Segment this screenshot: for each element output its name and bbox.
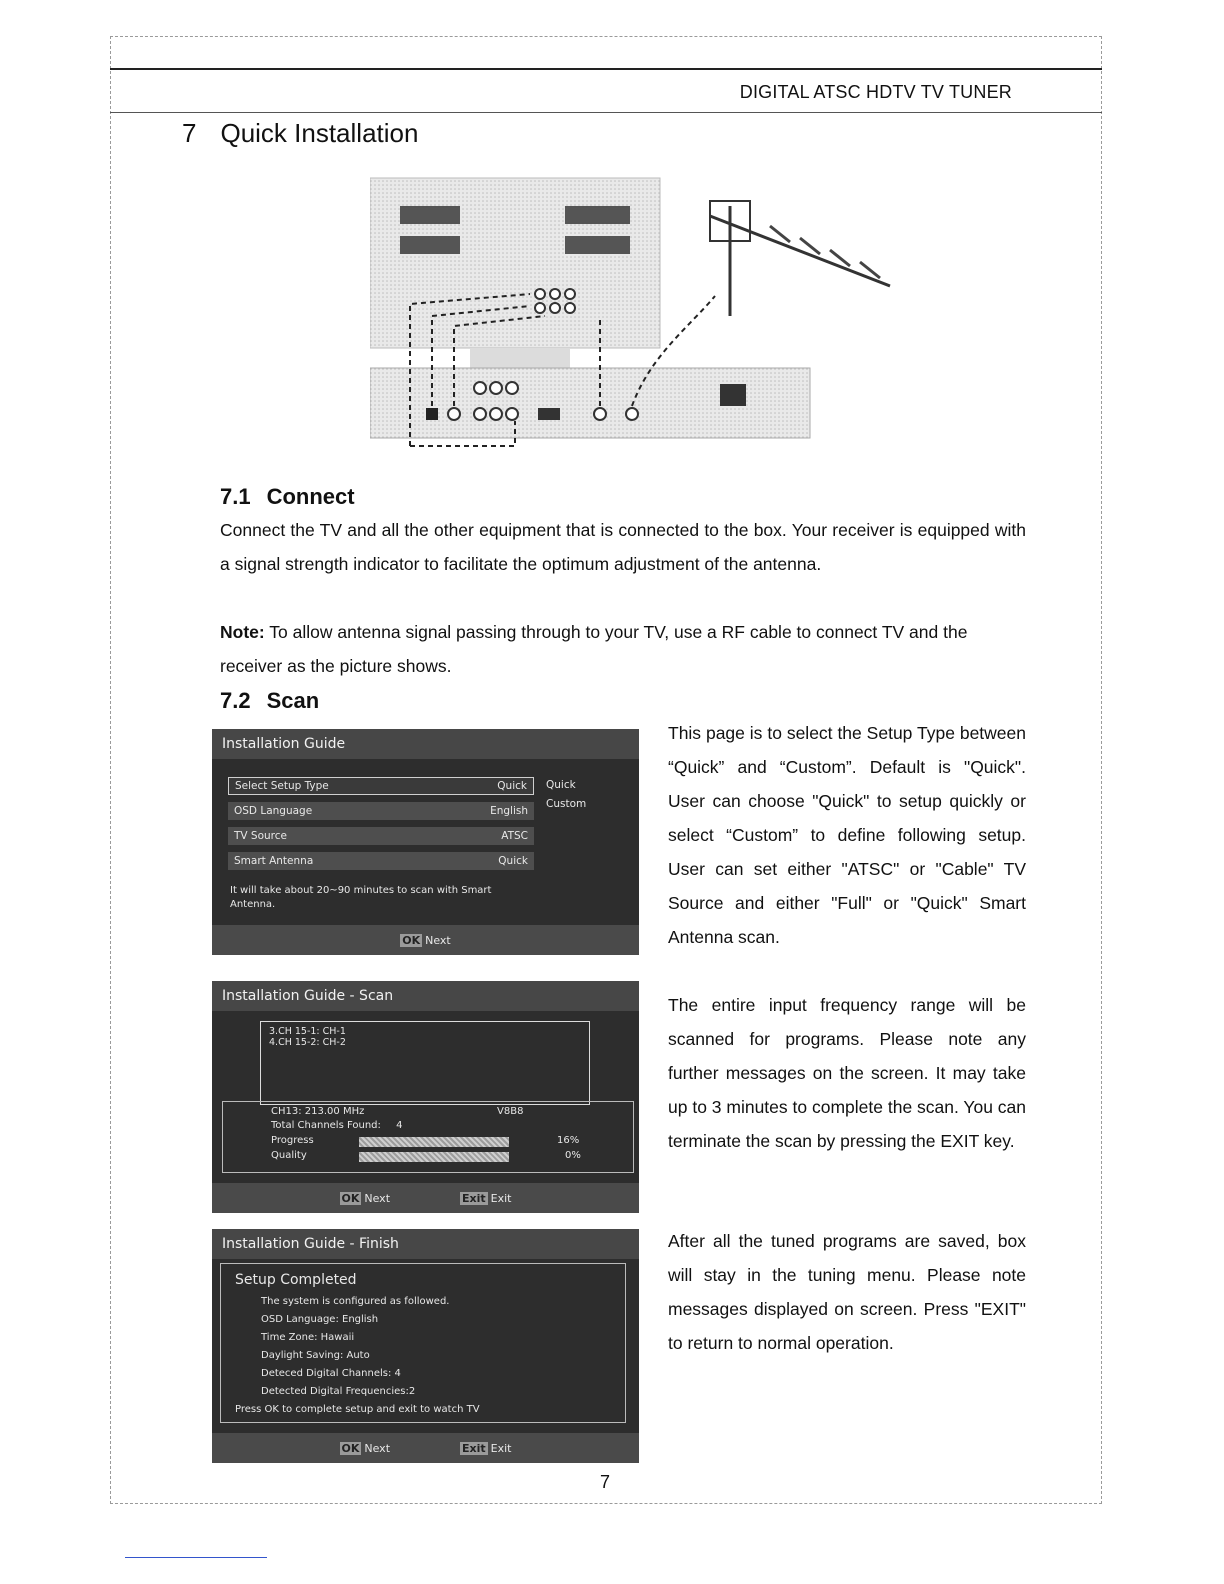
running-header: DIGITAL ATSC HDTV TV TUNER [739, 82, 1012, 102]
screen-footer [212, 1433, 639, 1463]
row-label: OSD Language [234, 805, 313, 817]
exit-label: Exit [490, 1441, 512, 1455]
next-label: Next [364, 1441, 391, 1455]
option-quick[interactable]: Quick [546, 779, 576, 791]
channels-found [271, 1120, 402, 1131]
list-item: 4.CH 15-2: CH-2 [269, 1037, 346, 1048]
row-value: English [490, 805, 528, 817]
chapter-title-text: Quick Installation [220, 118, 419, 148]
finish-instruction: Press OK to complete setup and exit to watch TV [235, 1404, 480, 1415]
next-control[interactable] [340, 1192, 391, 1205]
installation-finish-screen [212, 1229, 639, 1463]
setup-type-row[interactable] [228, 777, 534, 795]
ok-key-icon: OK [341, 1191, 360, 1205]
scan-description: The entire input frequency range will be scanned for programs. Please note any further messages on the screen. It may take up to 3 minutes to complete the scan. You can terminate the scan by pressing the EXIT key. [668, 995, 1027, 1151]
summary-line: Deteced Digital Channels: 4 [261, 1368, 401, 1379]
setup-completed-heading: Setup Completed [235, 1272, 357, 1288]
progress-bar [359, 1137, 509, 1147]
summary-line: OSD Language: English [261, 1314, 379, 1325]
link-underline [125, 1557, 267, 1558]
note-text: To allow antenna signal passing through to your TV, use a RF cable to connect TV and the receiver as the picture shows. [220, 622, 968, 676]
note-label: Note: [220, 622, 265, 642]
installation-scan-screen [212, 981, 639, 1213]
channel-list [260, 1021, 590, 1105]
setup-type-description: This page is to select the Setup Type between “Quick” and “Custom”. Default is "Quick". User can choose "Quick" to setup quickly or select “Custom” to define following setup. User can set either "ATSC" or "Cable" TV Source and either "Full" or "Quick" Smart Antenna scan. [668, 723, 1026, 947]
screen-title: Installation Guide - Scan [212, 981, 639, 1011]
found-label: Total Channels Found: [271, 1120, 381, 1131]
summary-line: Time Zone: Hawaii [261, 1332, 355, 1343]
section-heading-connect [220, 484, 355, 510]
screen-footer [212, 1183, 639, 1213]
summary-line: Detected Digital Frequencies:2 [261, 1386, 416, 1397]
exit-key-icon: Exit [462, 1191, 486, 1205]
ok-key-icon: OK [402, 933, 421, 947]
ok-key-icon: OK [341, 1441, 360, 1455]
exit-control[interactable] [460, 1192, 511, 1205]
row-value: ATSC [501, 830, 528, 842]
row-value: Quick [498, 855, 528, 867]
screen-title: Installation Guide [212, 729, 639, 759]
osd-language-row[interactable] [228, 802, 534, 820]
option-custom[interactable]: Custom [546, 798, 587, 810]
section-number: 7.1 [220, 484, 251, 509]
quality-bar [359, 1152, 509, 1162]
scan-duration-note: It will take about 20~90 minutes to scan with Smart Antenna. [230, 885, 492, 910]
section-heading-scan [220, 688, 319, 714]
next-control[interactable] [400, 934, 451, 947]
next-label: Next [425, 933, 451, 947]
progress-value: 16% [557, 1135, 580, 1146]
connect-paragraph: Connect the TV and all the other equipment that is connected to the box. Your receiver is equipped with a signal strength indicator to facilitate the optimum adjustment of the antenna. [220, 520, 1026, 574]
chapter-number: 7 [182, 118, 197, 148]
row-label: Select Setup Type [235, 780, 329, 792]
row-value: Quick [497, 780, 527, 792]
exit-key-icon: Exit [462, 1441, 486, 1455]
header-rule [110, 68, 1102, 70]
scan-status [222, 1101, 634, 1173]
screen-title: Installation Guide - Finish [212, 1229, 639, 1259]
tv-source-row[interactable] [228, 827, 534, 845]
header-rule-bottom [110, 112, 1102, 113]
connect-note [220, 615, 1026, 683]
smart-antenna-row[interactable] [228, 852, 534, 870]
exit-control[interactable] [460, 1442, 511, 1455]
next-control[interactable] [340, 1442, 391, 1455]
quality-value: 0% [565, 1150, 581, 1161]
section-title: Connect [266, 484, 355, 509]
found-count: 4 [396, 1120, 403, 1131]
chapter-title [182, 118, 418, 149]
installation-guide-screen [212, 729, 639, 955]
page-number: 7 [600, 1472, 611, 1492]
next-label: Next [364, 1191, 391, 1205]
list-item: 3.CH 15-1: CH-1 [269, 1026, 346, 1037]
exit-label: Exit [490, 1191, 512, 1205]
row-label: Smart Antenna [234, 855, 314, 867]
finish-summary [220, 1263, 626, 1423]
quality-label: Quality [271, 1150, 307, 1161]
summary-line: The system is configured as followed. [261, 1296, 450, 1307]
progress-label: Progress [271, 1135, 314, 1146]
section-title: Scan [266, 688, 320, 713]
screen-footer [212, 925, 639, 955]
station-name: V8B8 [497, 1106, 524, 1117]
summary-line: Daylight Saving: Auto [261, 1350, 370, 1361]
row-label: TV Source [234, 830, 287, 842]
connection-diagram-image [370, 176, 900, 456]
section-number: 7.2 [220, 688, 251, 713]
frequency-readout: CH13: 213.00 MHz [271, 1106, 365, 1117]
finish-description: After all the tuned programs are saved, box will stay in the tuning menu. Please note messages displayed on screen. Press "EXIT" to return to normal operation. [668, 1231, 1026, 1353]
